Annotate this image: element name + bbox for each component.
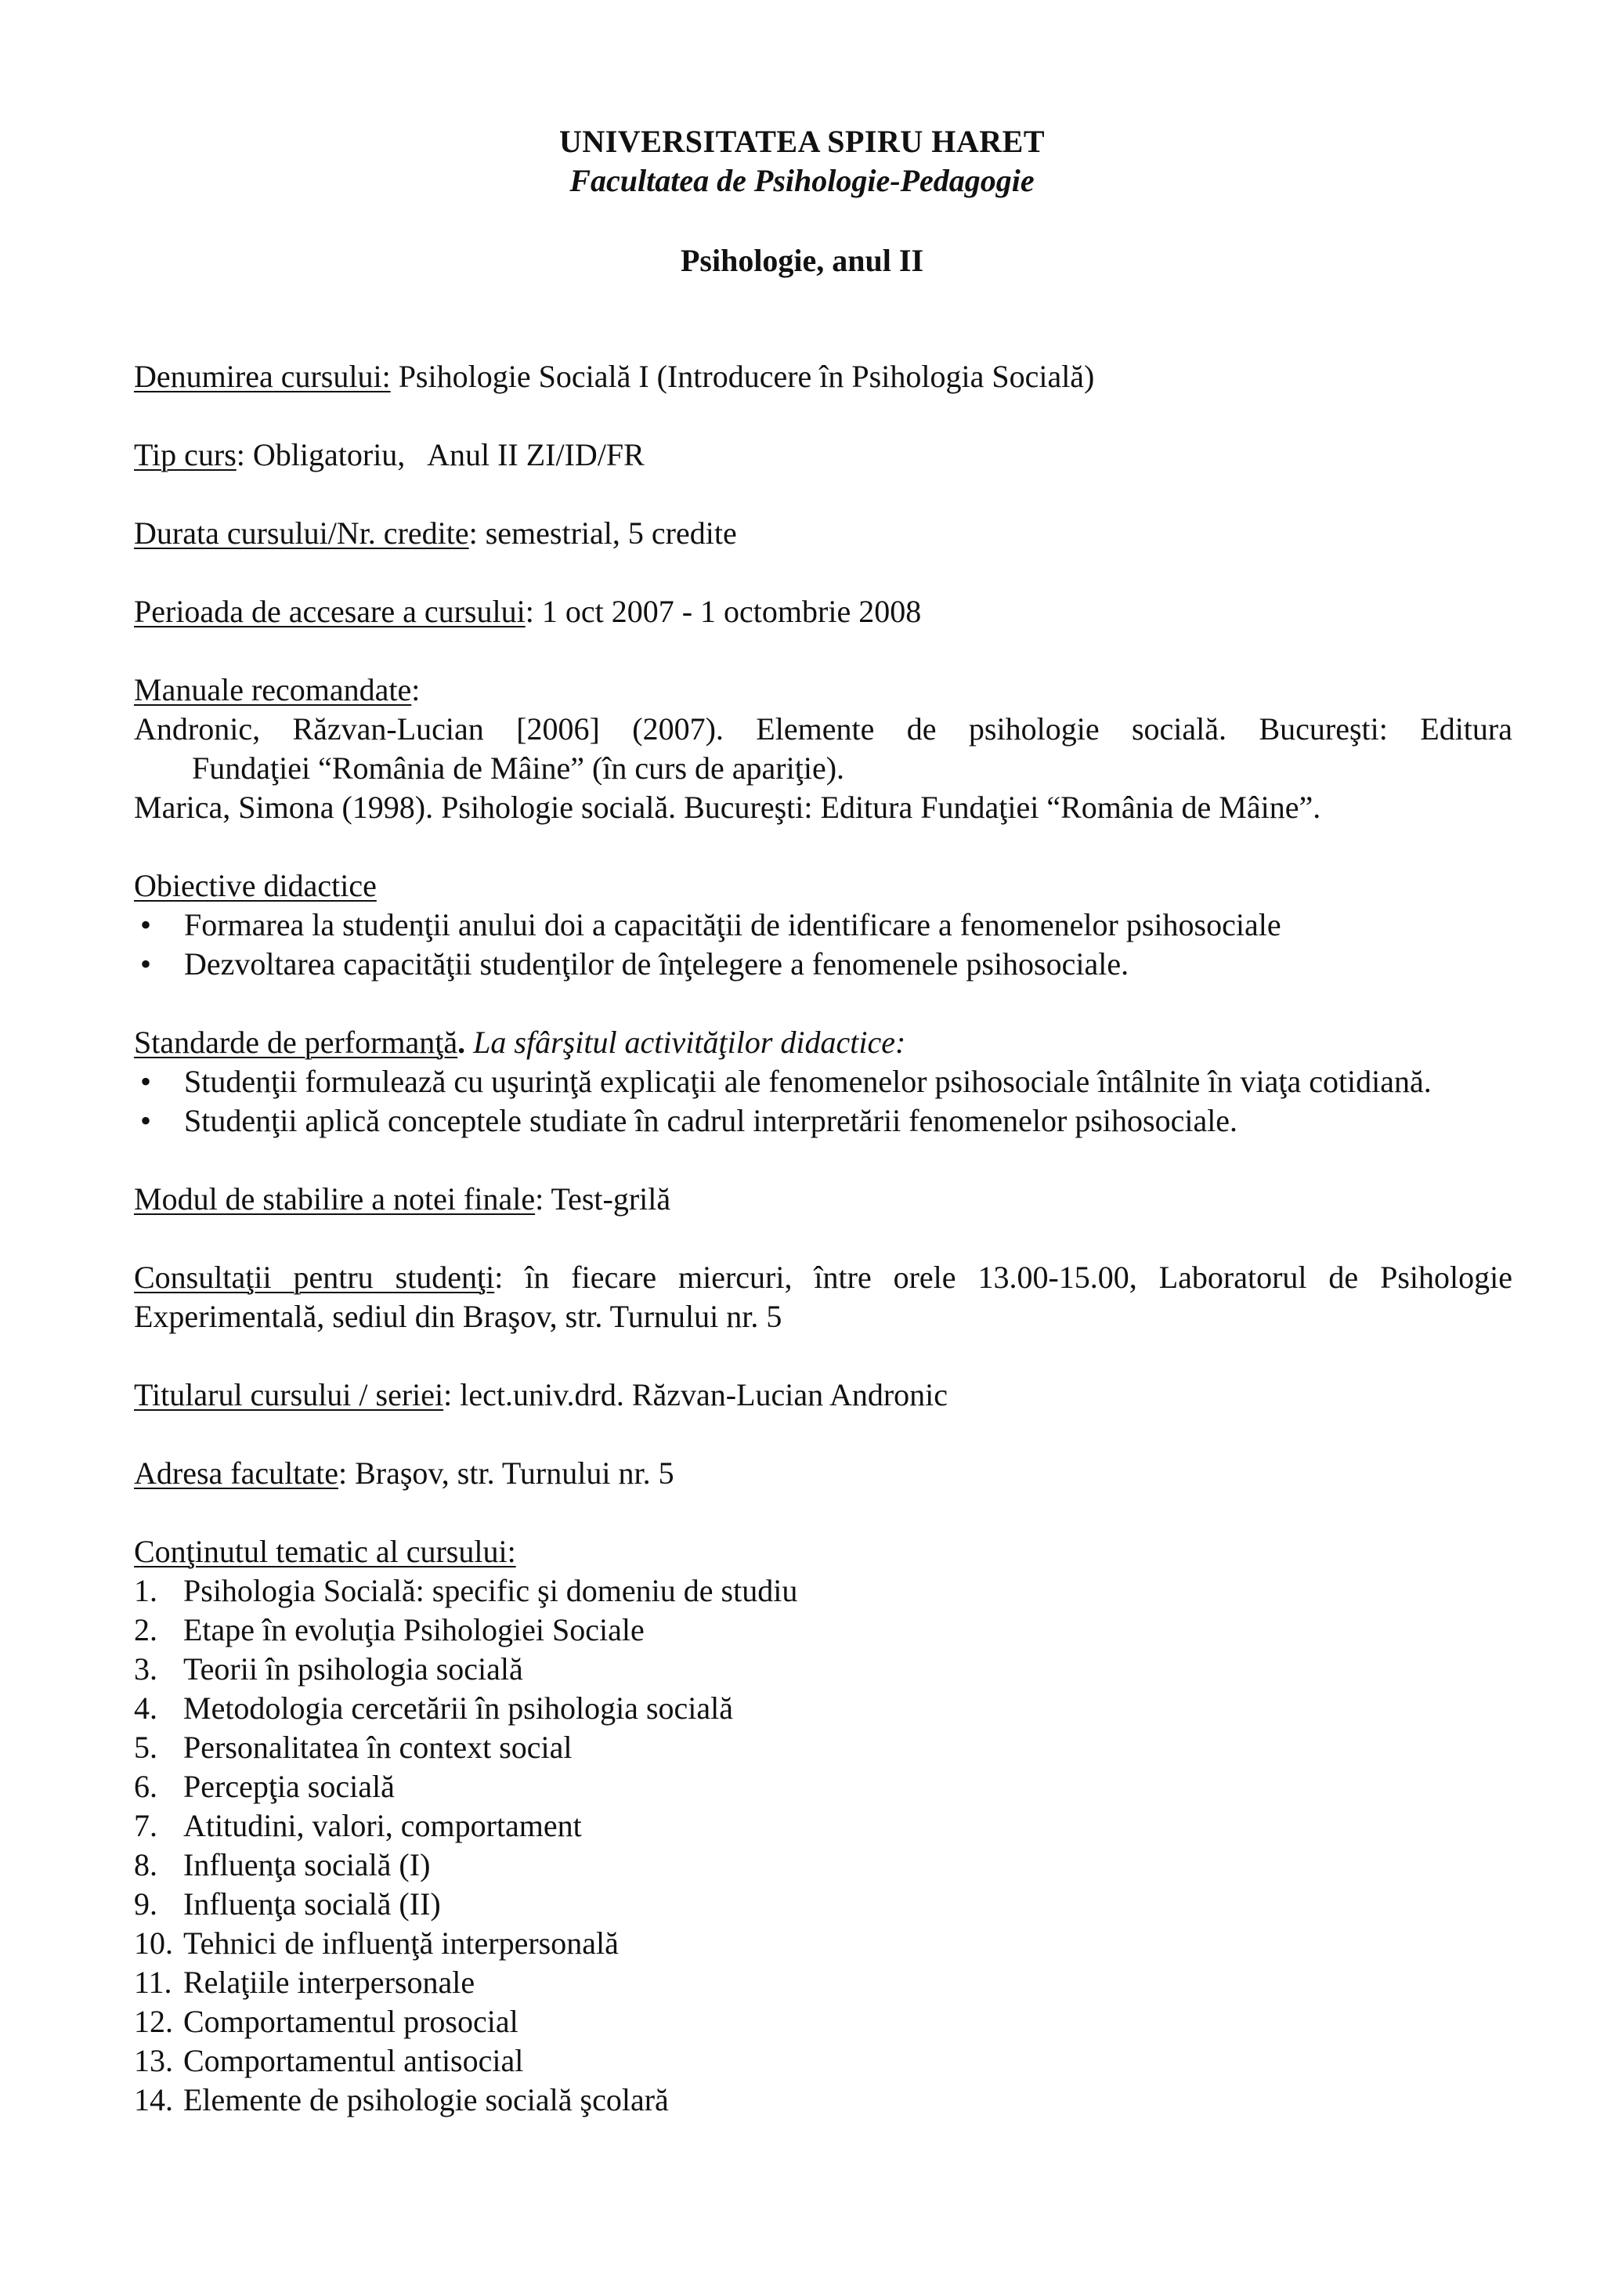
list-item-number: 13.	[134, 2043, 173, 2078]
list-item-text: Percepţia socială	[183, 1769, 395, 1804]
list-item	[134, 906, 1512, 945]
grading-value: : Test-grilă	[535, 1181, 671, 1217]
list-item-text: Teorii în psihologia socială	[183, 1651, 523, 1687]
consultations-label: Consultaţii pentru studenţi	[134, 1260, 495, 1295]
bullet-icon: •	[140, 1103, 152, 1138]
list-item	[134, 1767, 1512, 1806]
list-item	[134, 1846, 1512, 1885]
list-item-number: 9.	[134, 1886, 157, 1922]
course-type-value: : Obligatoriu, Anul II ZI/ID/FR	[236, 437, 645, 472]
list-item-number: 2.	[134, 1612, 157, 1647]
standards-list	[134, 1062, 1512, 1141]
list-item-number: 12.	[134, 2004, 173, 2039]
list-item-number: 11.	[134, 1965, 172, 2000]
bullet-icon: •	[140, 946, 152, 982]
grading-label: Modul de stabilire a notei finale	[134, 1181, 536, 1217]
list-item-text: Relaţiile interpersonale	[183, 1965, 475, 2000]
objectives-list	[134, 906, 1512, 984]
access-period-section	[134, 592, 1512, 631]
instructor-section	[134, 1376, 1512, 1415]
list-item-number: 5.	[134, 1730, 157, 1765]
list-item	[134, 1806, 1512, 1846]
program-title: Psihologie, anul II	[680, 243, 924, 278]
consultations-section	[134, 1258, 1512, 1336]
faculty-address-label: Adresa facultate	[134, 1455, 338, 1491]
list-item	[134, 1571, 1512, 1611]
bullet-icon: •	[140, 907, 152, 942]
manual-entry-1-line-1: Andronic, Răzvan-Lucian [2006] (2007). Elemente de psihologie socială. Bucureşti: Editura	[134, 711, 1512, 747]
consultations-value: : în fiecare miercuri, între orele 13.00-15.00, Laboratorul de Psihologie Experimentală, sediul din Braşov, str. Turnului nr. 5	[134, 1260, 1512, 1334]
duration-value: : semestrial, 5 credite	[468, 515, 737, 551]
list-item-text: Comportamentul antisocial	[183, 2043, 524, 2078]
list-item	[134, 1101, 1512, 1141]
list-item	[134, 1689, 1512, 1728]
content-list	[134, 1571, 1512, 2120]
syllabus-body	[134, 357, 1512, 2120]
objective-text: Formarea la studenţii anului doi a capacităţii de identificare a fenomenelor psihosociale	[184, 907, 1281, 942]
content-section	[134, 1532, 1512, 2120]
access-period-value: : 1 oct 2007 - 1 octombrie 2008	[525, 594, 922, 629]
list-item-text: Influenţa socială (II)	[183, 1886, 441, 1922]
course-name-label: Denumirea cursului:	[134, 359, 391, 394]
list-item-text: Tehnici de influenţă interpersonală	[183, 1925, 619, 1961]
list-item-number: 14.	[134, 2082, 173, 2117]
list-item-number: 3.	[134, 1651, 157, 1687]
list-item-text: Atitudini, valori, comportament	[183, 1808, 582, 1843]
faculty-address-section	[134, 1454, 1512, 1493]
duration-section	[134, 514, 1512, 553]
manual-entry-2: Marica, Simona (1998). Psihologie socială. Bucureşti: Editura Fundaţiei “România de Mâine”.	[134, 790, 1321, 825]
list-item-text: Comportamentul prosocial	[183, 2004, 518, 2039]
instructor-value: : lect.univ.drd. Răzvan-Lucian Andronic	[443, 1377, 948, 1412]
standard-text: Studenţii formulează cu uşurinţă explicaţii ale fenomenelor psihosociale întâlnite în viaţa cotidiană.	[184, 1064, 1432, 1099]
standards-label: Standarde de performanţă	[134, 1025, 458, 1060]
objectives-label: Obiective didactice	[134, 868, 377, 903]
course-type-section	[134, 436, 1512, 475]
course-type-label: Tip curs	[134, 437, 237, 472]
instructor-label: Titularul cursului / seriei	[134, 1377, 444, 1412]
list-item	[134, 1885, 1512, 1924]
faculty-address-value: : Braşov, str. Turnului nr. 5	[338, 1455, 674, 1491]
objective-text: Dezvoltarea capacităţii studenţilor de înţelegere a fenomenele psihosociale.	[184, 946, 1129, 982]
list-item-number: 1.	[134, 1573, 157, 1608]
manuals-colon: :	[411, 672, 421, 707]
list-item-text: Metodologia cercetării în psihologia socială	[183, 1690, 733, 1726]
list-item	[134, 1963, 1512, 2002]
manuals-label: Manuale recomandate	[134, 672, 412, 707]
grading-section	[134, 1180, 1512, 1219]
manuals-section	[134, 671, 1512, 827]
list-item	[134, 1650, 1512, 1689]
standards-intro: La sfârşitul activităţilor didactice:	[465, 1025, 906, 1060]
list-item-number: 7.	[134, 1808, 157, 1843]
list-item-number: 4.	[134, 1690, 157, 1726]
list-item	[134, 2041, 1512, 2081]
list-item-text: Psihologia Socială: specific şi domeniu de studiu	[183, 1573, 798, 1608]
list-item	[134, 1611, 1512, 1650]
standards-period: .	[457, 1025, 466, 1060]
faculty-name: Facultatea de Psihologie-Pedagogie	[569, 163, 1035, 198]
access-period-label: Perioada de accesare a cursului	[134, 594, 526, 629]
course-name-section	[134, 357, 1512, 396]
list-item	[134, 2002, 1512, 2041]
manual-entry-1-line-2: Fundaţiei “România de Mâine” (în curs de apariţie).	[192, 750, 845, 786]
duration-label: Durata cursului/Nr. credite	[134, 515, 469, 551]
standards-section	[134, 1023, 1512, 1141]
list-item	[134, 945, 1512, 984]
list-item	[134, 1924, 1512, 1963]
list-item-text: Influenţa socială (I)	[183, 1847, 431, 1882]
list-item-text: Personalitatea în context social	[183, 1730, 573, 1765]
university-name: UNIVERSITATEA SPIRU HARET	[558, 124, 1046, 159]
list-item-number: 8.	[134, 1847, 157, 1882]
objectives-section	[134, 866, 1512, 984]
standard-text: Studenţii aplică conceptele studiate în cadrul interpretării fenomenelor psihosociale.	[184, 1103, 1238, 1138]
list-item-number: 10.	[134, 1925, 173, 1961]
list-item-number: 6.	[134, 1769, 157, 1804]
content-label: Conţinutul tematic al cursului:	[134, 1534, 516, 1569]
bullet-icon: •	[140, 1064, 152, 1099]
course-name-value: Psihologie Socială I (Introducere în Psihologia Socială)	[390, 359, 1095, 394]
list-item-text: Elemente de psihologie socială şcolară	[183, 2082, 669, 2117]
list-item-text: Etape în evoluţia Psihologiei Sociale	[183, 1612, 645, 1647]
list-item	[134, 2081, 1512, 2120]
list-item	[134, 1062, 1512, 1101]
list-item	[134, 1728, 1512, 1767]
